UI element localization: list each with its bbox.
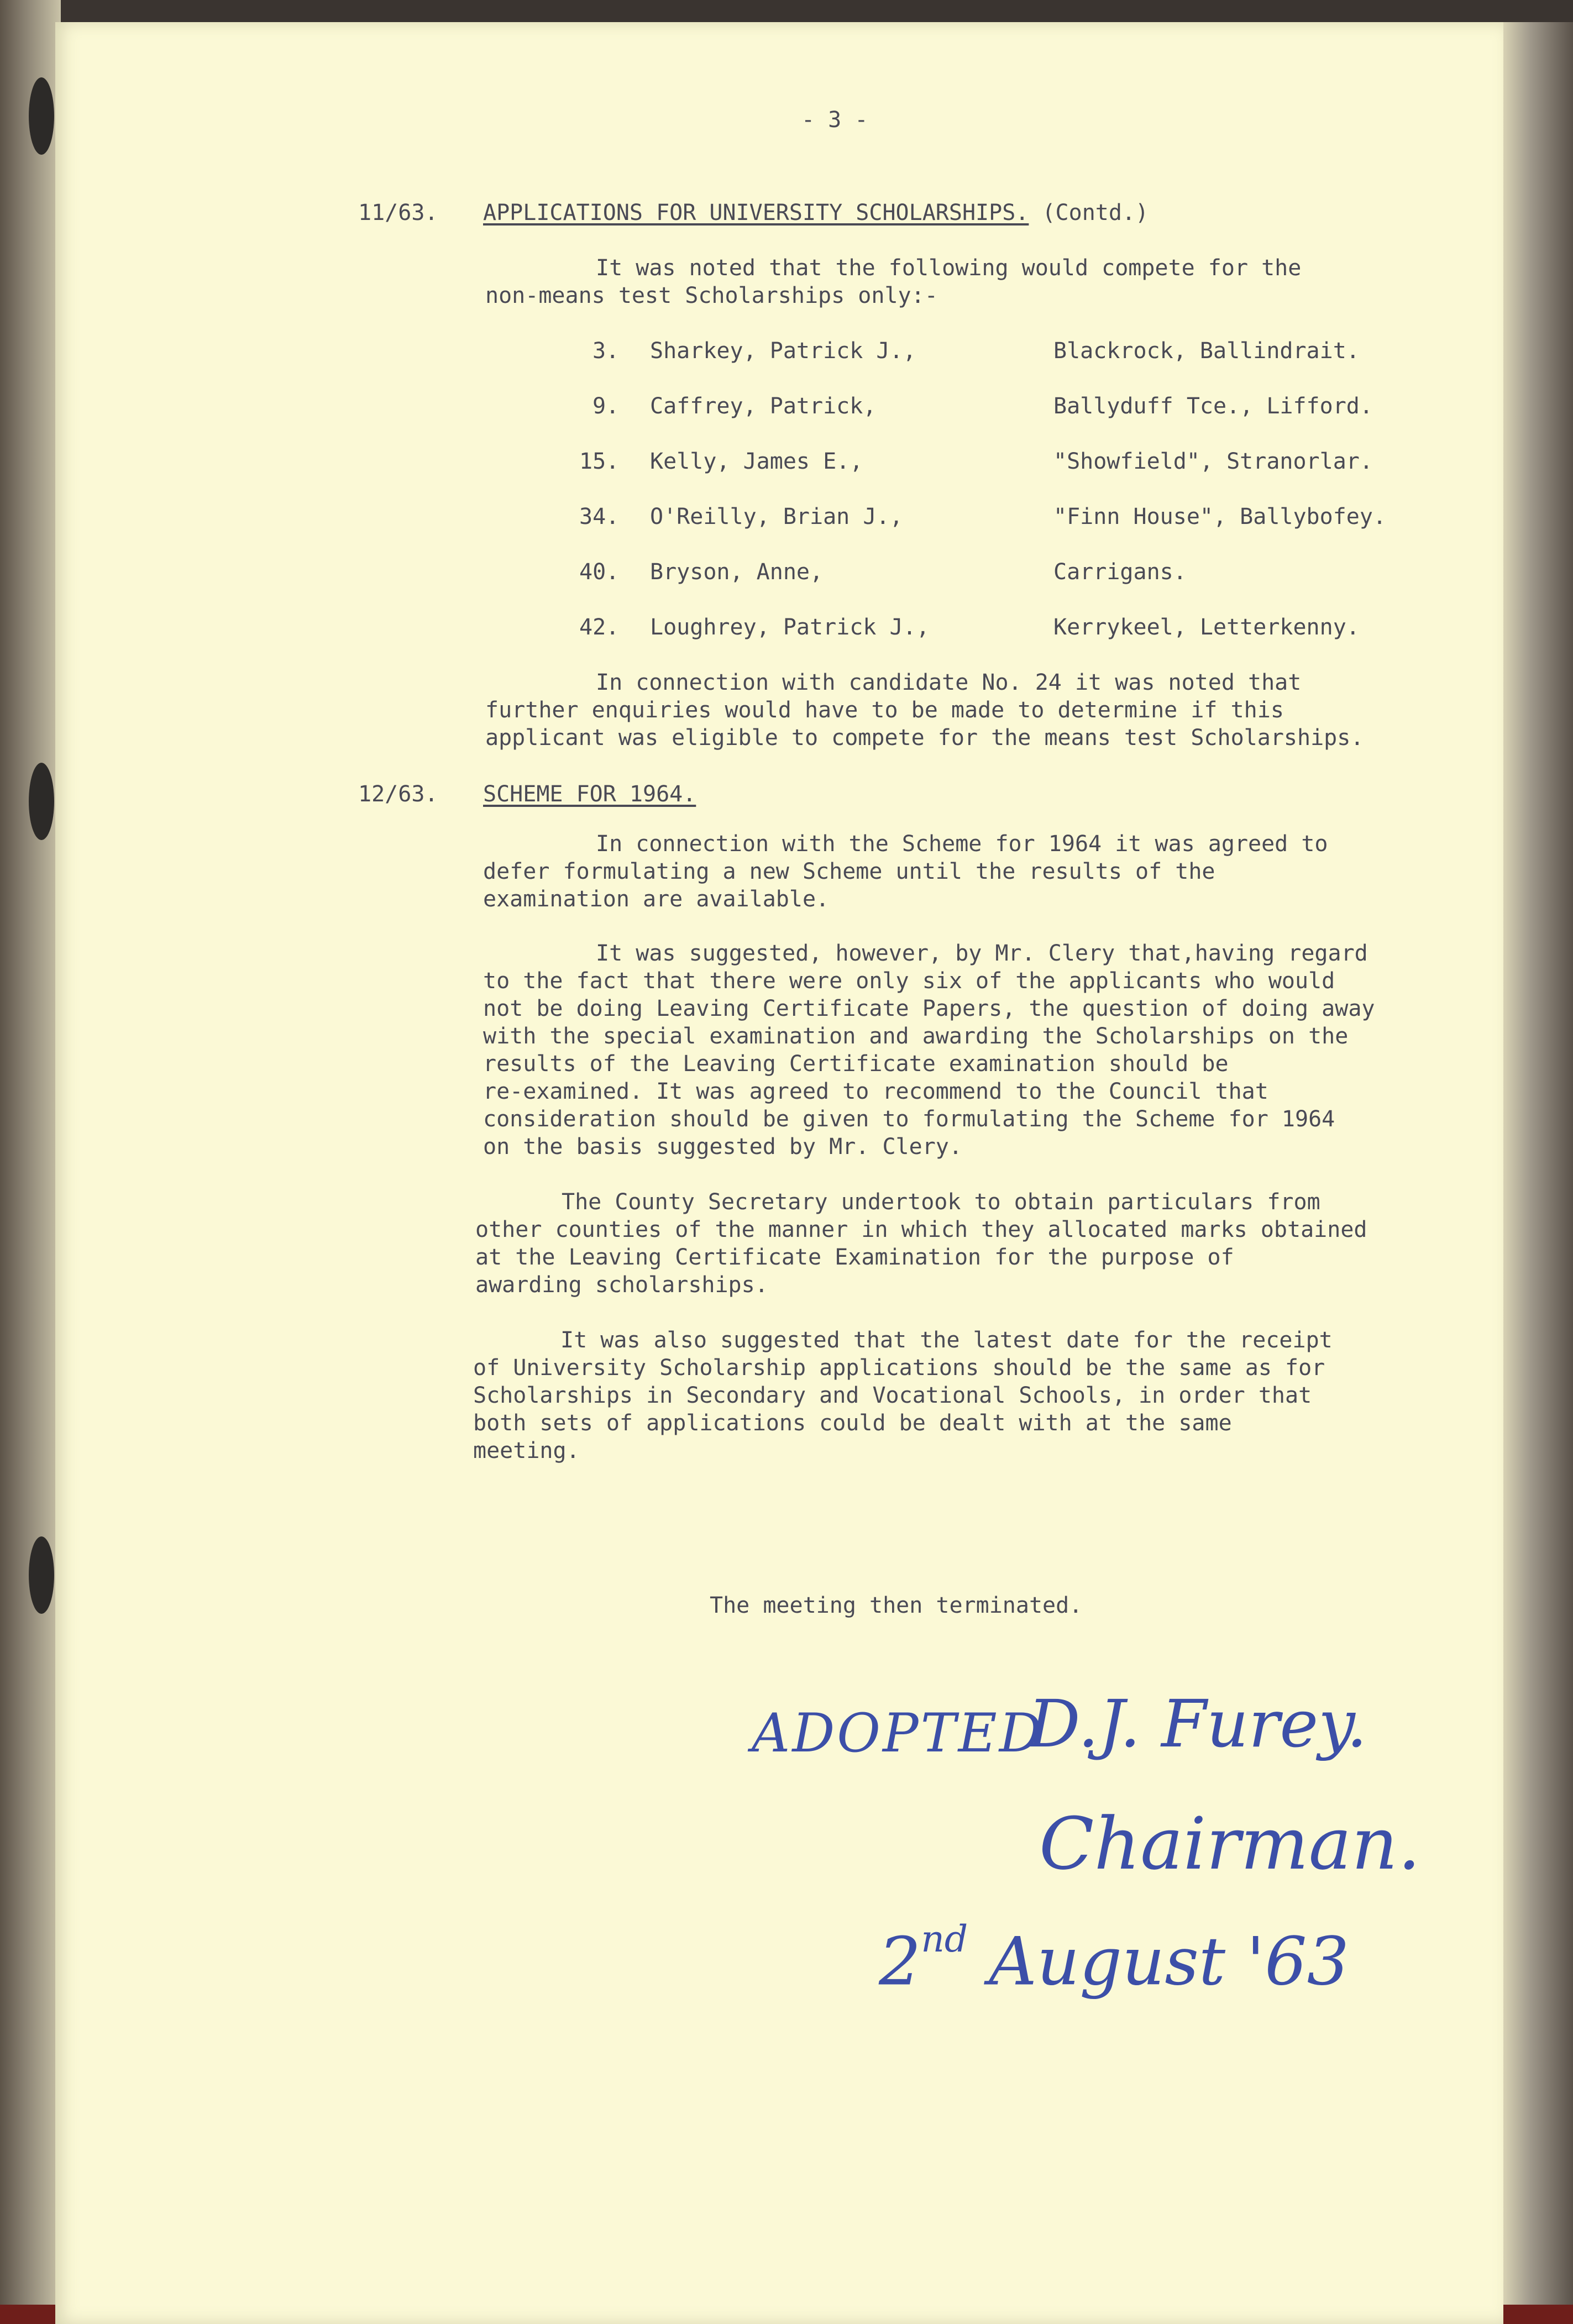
binding-ring bbox=[29, 77, 54, 155]
paragraph-line: results of the Leaving Certificate examination should be bbox=[483, 1051, 1229, 1077]
candidate-number: 9. bbox=[593, 394, 620, 419]
date-rest: August '63 bbox=[989, 1923, 1349, 2001]
section-heading-suffix: (Contd.) bbox=[1042, 200, 1149, 225]
paragraph-line: It was also suggested that the latest date for the receipt bbox=[560, 1328, 1333, 1353]
candidate-name: Sharkey, Patrick J., bbox=[650, 338, 916, 364]
page-number: - 3 - bbox=[801, 107, 868, 133]
candidate-address: "Finn House", Ballybofey. bbox=[1053, 504, 1387, 529]
candidate-name: Caffrey, Patrick, bbox=[650, 394, 877, 419]
paragraph-line: at the Leaving Certificate Examination for the purpose of bbox=[475, 1245, 1234, 1270]
paragraph-line: awarding scholarships. bbox=[475, 1272, 768, 1298]
document-page bbox=[55, 22, 1503, 2324]
paragraph-line: It was suggested, however, by Mr. Clery that,having regard bbox=[596, 941, 1368, 966]
paragraph-line: defer formulating a new Scheme until the results of the bbox=[483, 859, 1215, 884]
closing-line: The meeting then terminated. bbox=[710, 1593, 1083, 1618]
paragraph-line: Scholarships in Secondary and Vocational Schools, in order that bbox=[473, 1383, 1312, 1408]
paragraph-line: The County Secretary undertook to obtain particulars from bbox=[562, 1189, 1320, 1215]
candidate-name: Loughrey, Patrick J., bbox=[650, 615, 930, 640]
binding-ring bbox=[29, 763, 54, 840]
paragraph-line: examination are available. bbox=[483, 886, 830, 912]
section-heading-text: APPLICATIONS FOR UNIVERSITY SCHOLARSHIPS. bbox=[483, 200, 1029, 225]
note-line: In connection with candidate No. 24 it was noted that bbox=[596, 670, 1302, 695]
candidate-number: 15. bbox=[579, 449, 620, 474]
paragraph-line: with the special examination and awarding the Scholarships on the bbox=[483, 1024, 1349, 1049]
paragraph-line: re-examined. It was agreed to recommend to the Council that bbox=[483, 1079, 1268, 1104]
candidate-name: O'Reilly, Brian J., bbox=[650, 504, 903, 529]
date-day: 2 bbox=[879, 1923, 921, 2001]
page-edge bbox=[1503, 22, 1573, 2324]
candidate-address: Ballyduff Tce., Lifford. bbox=[1053, 394, 1373, 419]
section-number: 12/63. bbox=[358, 781, 438, 807]
date-suffix: nd bbox=[921, 1918, 968, 1960]
candidate-number: 42. bbox=[579, 615, 620, 640]
candidate-name: Kelly, James E., bbox=[650, 449, 863, 474]
candidate-address: "Showfield", Stranorlar. bbox=[1053, 449, 1373, 474]
candidate-name: Bryson, Anne, bbox=[650, 559, 824, 585]
candidate-address: Blackrock, Ballindrait. bbox=[1053, 338, 1360, 364]
candidate-number: 3. bbox=[593, 338, 620, 364]
paragraph-line: on the basis suggested by Mr. Clery. bbox=[483, 1134, 962, 1160]
paragraph-line: of University Scholarship applications should be the same as for bbox=[473, 1355, 1325, 1381]
section-number: 11/63. bbox=[358, 200, 438, 225]
paragraph-line: consideration should be given to formulating the Scheme for 1964 bbox=[483, 1106, 1335, 1132]
paragraph-line: In connection with the Scheme for 1964 it was agreed to bbox=[596, 831, 1328, 857]
note-line: further enquiries would have to be made to determine if this bbox=[485, 697, 1284, 723]
intro-line: non-means test Scholarships only:- bbox=[485, 283, 938, 308]
paragraph-line: to the fact that there were only six of the applicants who would bbox=[483, 968, 1335, 994]
candidate-number: 34. bbox=[579, 504, 620, 529]
paragraph-line: other counties of the manner in which they allocated marks obtained bbox=[475, 1217, 1367, 1242]
section-heading bbox=[483, 199, 1149, 227]
handwritten-date bbox=[879, 1918, 1349, 2000]
section-heading: SCHEME FOR 1964. bbox=[483, 781, 696, 807]
handwritten-title: Chairman. bbox=[1039, 1802, 1421, 1886]
candidate-address: Carrigans. bbox=[1053, 559, 1187, 585]
paragraph-line: meeting. bbox=[473, 1438, 580, 1463]
candidate-address: Kerrykeel, Letterkenny. bbox=[1053, 615, 1360, 640]
intro-line: It was noted that the following would compete for the bbox=[596, 255, 1302, 281]
binding-ring bbox=[29, 1536, 54, 1614]
handwritten-adopted: ADOPTED bbox=[752, 1702, 1044, 1764]
candidate-number: 40. bbox=[579, 559, 620, 585]
left-binding bbox=[0, 0, 61, 2324]
note-line: applicant was eligible to compete for the means test Scholarships. bbox=[485, 725, 1364, 751]
handwritten-signature: D.J. Furey. bbox=[1028, 1686, 1367, 1762]
paragraph-line: both sets of applications could be dealt with at the same bbox=[473, 1410, 1232, 1436]
paragraph-line: not be doing Leaving Certificate Papers, the question of doing away bbox=[483, 996, 1375, 1021]
